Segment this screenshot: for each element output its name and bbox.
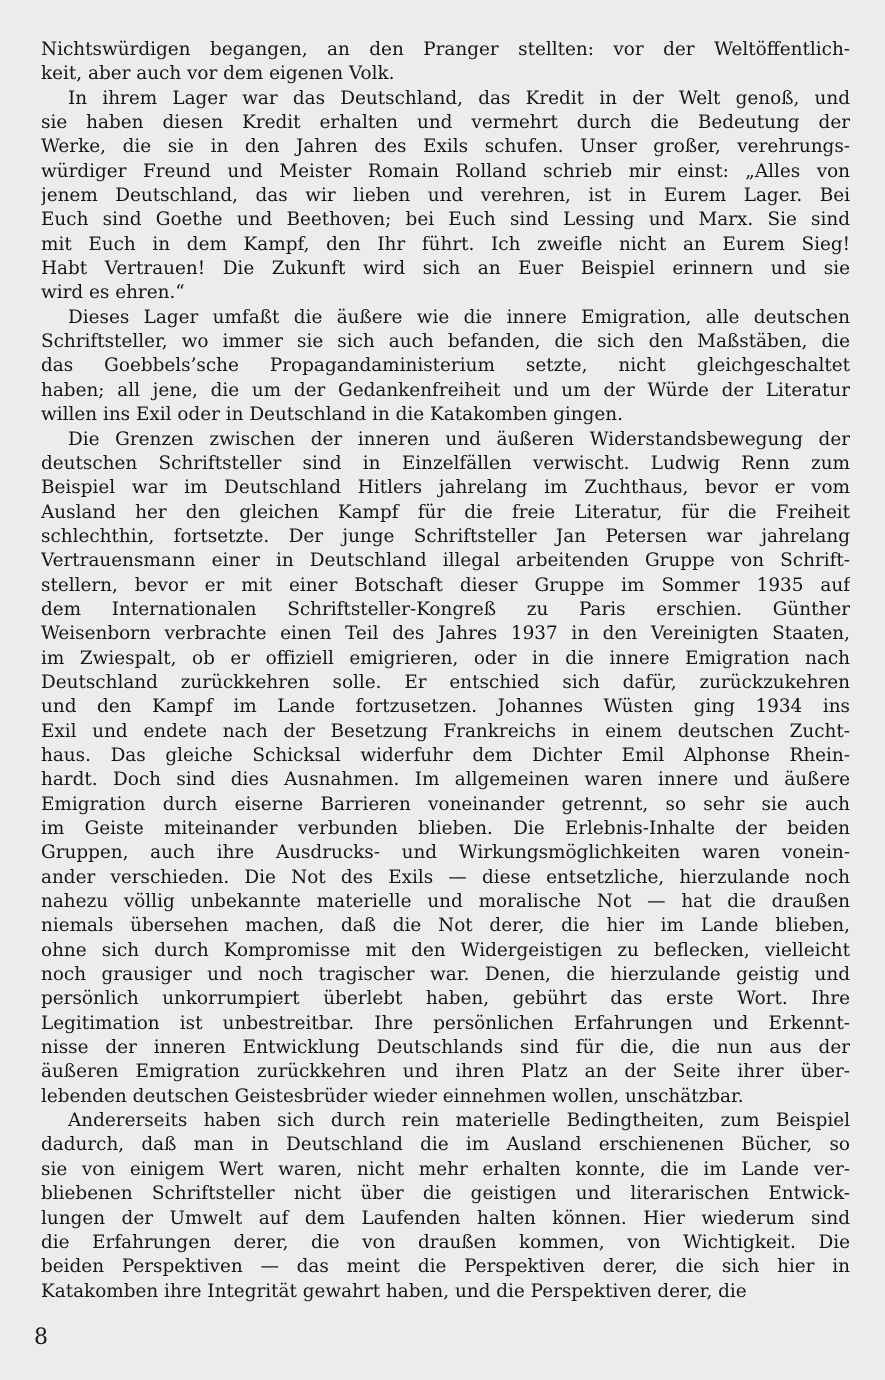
text-line: persönlich unkorrumpiert überlebt haben, gebührt das erste Wort. Ihre [41, 988, 850, 1010]
text-line: dadurch, daß man in Deutschland die im Ausland erschienenen Bücher, so [41, 1134, 850, 1156]
text-line: stellern, bevor er mit einer Botschaft dieser Gruppe im Sommer 1935 auf [41, 574, 850, 596]
text-line: deutschen Schriftsteller sind in Einzelfällen verwischt. Ludwig Renn zum [41, 452, 850, 474]
text-line: und den Kampf im Lande fortzusetzen. Johannes Wüsten ging 1934 ins [41, 696, 850, 718]
text-line: willen ins Exil oder in Deutschland in die Katakomben gingen. [41, 404, 623, 426]
text-line: im Geiste miteinander verbunden blieben. Die Erlebnis-Inhalte der beiden [41, 818, 850, 839]
text-line: Die Grenzen zwischen der inneren und äußeren Widerstandsbewegung der [68, 428, 850, 450]
text-line: niemals übersehen machen, daß die Not derer, die hier im Lande blieben, [41, 915, 850, 937]
text-line: Schriftsteller, wo immer sie sich auch befanden, die sich den Maßstäben, die [41, 331, 850, 353]
text-line: Dieses Lager umfaßt die äußere wie die innere Emigration, alle deutschen [68, 306, 850, 328]
text-line: Nichtswürdigen begangen, an den Pranger stellten: vor der Weltöffentlich- [41, 39, 850, 60]
text-line: bliebenen Schriftsteller nicht über die geistigen und literarischen Entwick- [41, 1183, 850, 1205]
text-line: Katakomben ihre Integrität gewahrt haben, und die Perspektiven derer, die [41, 1280, 747, 1302]
text-line: ander verschieden. Die Not des Exils — diese entsetzliche, hierzulande noch [41, 866, 850, 888]
text-line: haus. Das gleiche Schicksal widerfuhr dem Dichter Emil Alphonse Rhein- [41, 744, 850, 766]
text-line: Beispiel war im Deutschland Hitlers jahrelang im Zuchthaus, bevor er vom [41, 477, 850, 499]
text-line: das Goebbels’sche Propagandaministerium setzte, nicht gleichgeschaltet [41, 355, 850, 377]
text-line: In ihrem Lager war das Deutschland, das Kredit in der Welt genoß, und [68, 87, 850, 109]
text-line: mit Euch in dem Kampf, den Ihr führt. Ich zweifle nicht an Eurem Sieg! [41, 233, 850, 255]
text-line: schlechthin, fortsetzte. Der junge Schriftsteller Jan Petersen war jahrelang [41, 525, 850, 547]
text-line: ohne sich durch Kompromisse mit den Widergeistigen zu beflecken, vielleicht [41, 939, 850, 961]
text-line: nahezu völlig unbekannte materielle und moralische Not — hat die draußen [41, 891, 850, 913]
text-line: keit, aber auch vor dem eigenen Volk. [41, 63, 395, 85]
text-line: Andererseits haben sich durch rein materielle Bedingtheiten, zum Beispiel [68, 1110, 850, 1132]
page-number: 8 [34, 1325, 48, 1350]
text-line: würdiger Freund und Meister Romain Rolland schrieb mir einst: „Alles von [41, 160, 850, 182]
paragraph [41, 306, 850, 428]
text-line: sie von einigem Wert waren, nicht mehr erhalten konnte, die im Lande ver- [41, 1158, 850, 1180]
paragraph [41, 428, 850, 1110]
paragraph [41, 1109, 850, 1304]
text-line: äußeren Emigration zurückkehren und ihren Platz an der Seite ihrer über- [41, 1061, 850, 1083]
text-line: beiden Perspektiven — das meint die Perspektiven derer, die sich hier in [41, 1256, 850, 1278]
text-line: Gruppen, auch ihre Ausdrucks- und Wirkungsmöglichkeiten waren vonein- [41, 842, 850, 864]
body-text [41, 38, 850, 1304]
text-line: Vertrauensmann einer in Deutschland illegal arbeitenden Gruppe von Schrift- [41, 550, 850, 572]
text-line: dem Internationalen Schriftsteller-Kongreß zu Paris erschien. Günther [41, 598, 850, 620]
paragraph [41, 87, 850, 306]
text-line: haben; all jene, die um der Gedankenfreiheit und um der Würde der Literatur [41, 379, 850, 401]
text-line: sie haben diesen Kredit erhalten und vermehrt durch die Bedeutung der [41, 112, 850, 134]
text-line: Deutschland zurückkehren solle. Er entschied sich dafür, zurückzukehren [41, 671, 850, 693]
text-line: hardt. Doch sind dies Ausnahmen. Im allgemeinen waren innere und äußere [41, 769, 850, 791]
text-line: jenem Deutschland, das wir lieben und verehren, ist in Eurem Lager. Bei [41, 185, 850, 207]
text-line: im Zwiespalt, ob er offiziell emigrieren, oder in die innere Emigration nach [41, 647, 850, 669]
text-line: Weisenborn verbrachte einen Teil des Jahres 1937 in den Vereinigten Staaten, [41, 623, 850, 645]
text-line: nisse der inneren Entwicklung Deutschlands sind für die, die nun aus der [41, 1037, 850, 1059]
text-line: wird es ehren.“ [41, 282, 185, 304]
text-line: Werke, die sie in den Jahren des Exils schufen. Unser großer, verehrungs- [41, 136, 850, 158]
text-line: lungen der Umwelt auf dem Laufenden halten können. Hier wiederum sind [41, 1207, 850, 1229]
text-line: Euch sind Goethe und Beethoven; bei Euch sind Lessing und Marx. Sie sind [41, 209, 850, 231]
text-line: Exil und endete nach der Besetzung Frankreichs in einem deutschen Zucht- [41, 720, 850, 742]
text-line: Ausland her den gleichen Kampf für die freie Literatur, für die Freiheit [41, 501, 850, 523]
text-line: noch grausiger und noch tragischer war. Denen, die hierzulande geistig und [41, 964, 850, 986]
text-line: die Erfahrungen derer, die von draußen kommen, von Wichtigkeit. Die [41, 1231, 850, 1253]
text-line: Emigration durch eiserne Barrieren voneinander getrennt, so sehr sie auch [41, 793, 850, 815]
paragraph [41, 38, 850, 87]
text-line: lebenden deutschen Geistesbrüder wieder einnehmen wollen, unschätzbar. [41, 1085, 744, 1107]
text-line: Legitimation ist unbestreitbar. Ihre persönlichen Erfahrungen und Erkennt- [41, 1012, 850, 1034]
text-line: Habt Vertrauen! Die Zukunft wird sich an Euer Beispiel erinnern und sie [41, 258, 850, 280]
